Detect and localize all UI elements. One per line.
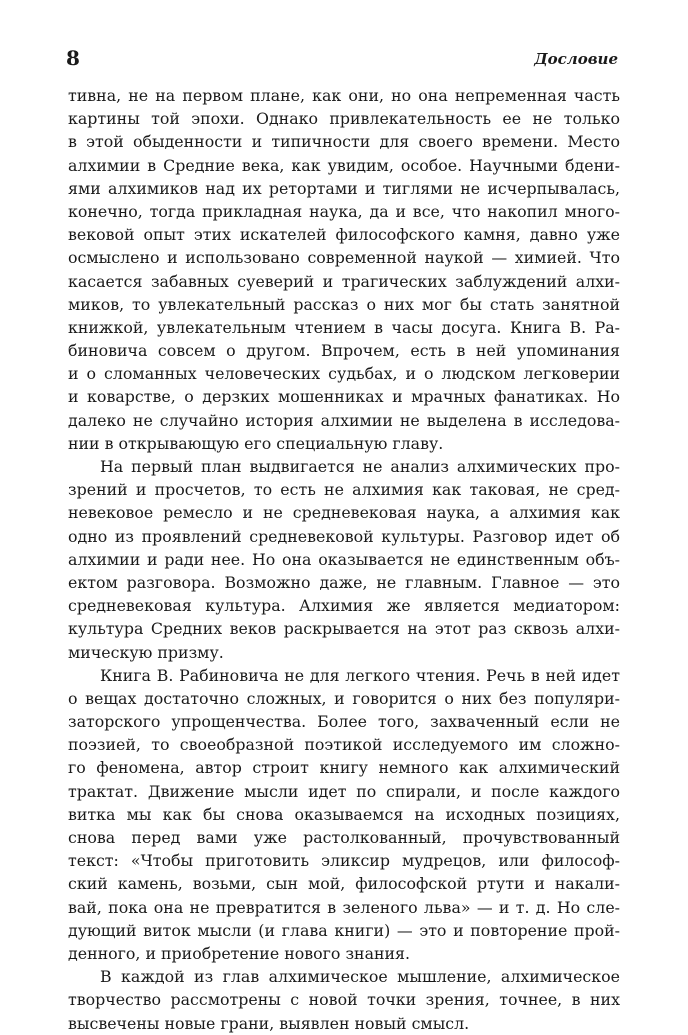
text-line: творчество рассмотрены с новой точки зрения, точнее, в них [68,990,620,1010]
text-line: алхимии в Средние века, как увидим, особое. Научными бдени- [68,155,620,175]
text-line: мическую призму. [68,642,224,662]
text-line: ектом разговора. Возможно даже, не главным. Главное — это [68,572,620,592]
text-line: миков, то увлекательный рассказ о них мог бы стать занятной [68,294,620,314]
text-line: трактат. Движение мысли идет по спирали, и после каждого [68,781,620,801]
text-line: На первый план выдвигается не анализ алхимических про- [100,457,620,476]
text-line: вай, пока она не превратится в зеленого льва» — и т. д. Но сле- [68,897,620,917]
text-line: книжкой, увлекательным чтением в часы досуга. Книга В. Ра- [68,317,620,337]
text-line: го феномена, автор строит книгу немного как алхимический [68,758,620,778]
text-line: В каждой из глав алхимическое мышление, алхимическое [100,967,620,987]
text-line: витка мы как бы снова оказываемся на исходных позициях, [68,804,620,824]
text-line: конечно, тогда прикладная наука, да и все, что накопил много- [68,201,620,221]
text-line: в этой обыденности и типичности для своего времени. Место [68,132,620,152]
text-line: и коварстве, о дерзких мошенниках и мрачных фанатиках. Но [68,387,620,407]
text-line: о вещах достаточно сложных, и говорится о них без популяри- [68,688,620,708]
text-line: далеко не случайно история алхимии не выделена в исследова- [68,410,620,430]
text-line: ский камень, возьми, сын мой, философской ртути и накали- [68,874,620,894]
text-line: зрений и просчетов, то есть не алхимия как таковая, не сред- [68,480,620,500]
page-header [66,44,618,78]
text-line: тивна, не на первом плане, как они, но она непременная часть [68,86,620,105]
text-line: алхимии и ради нее. Но она оказывается не единственным объ- [68,549,620,569]
text-line: и о сломанных человеческих судьбах, и о людском легковерии [68,364,620,384]
text-line: заторского упрощенчества. Более того, захваченный если не [68,712,620,732]
running-head: Дословие [534,50,618,68]
text-line: текст: «Чтобы приготовить эликсир мудрецов, или философ- [68,851,620,871]
text-line: осмыслено и использовано современной наукой — химией. Что [68,248,620,268]
text-line: невековое ремесло и не средневековая наука, а алхимия как [68,503,620,523]
text-line: средневековая культура. Алхимия же является медиатором: [68,596,620,616]
text-line: нии в открывающую его специальную главу. [68,433,444,453]
text-line: денного, и приобретение нового знания. [68,943,411,963]
page-number: 8 [66,46,80,70]
text-line: вековой опыт этих искателей философского камня, давно уже [68,225,620,245]
text-line: Книга В. Рабиновича не для легкого чтения. Речь в ней идет [100,665,620,685]
text-line: снова перед вами уже растолкованный, прочувствованный [68,828,620,847]
text-line: ями алхимиков над их ретортами и тиглями не исчерпывалась, [68,178,620,198]
text-line: дующий виток мысли (и глава книги) — это и повторение прой- [68,920,620,940]
text-line: биновича совсем о другом. Впрочем, есть в ней упоминания [68,341,620,361]
text-line: касается забавных суеверий и трагических заблуждений алхи- [68,271,620,291]
body-text [68,84,620,1035]
text-line: одно из проявлений средневековой культуры. Разговор идет об [68,526,620,546]
text-line: поэзией, то своеобразной поэтикой исследуемого им сложно- [68,735,620,755]
text-line: высвечены новые грани, выявлен новый смысл. [68,1013,470,1033]
text-line: картины той эпохи. Однако привлекательность ее не только [68,109,620,129]
text-line: культура Средних веков раскрывается на этот раз сквозь алхи- [68,619,620,639]
